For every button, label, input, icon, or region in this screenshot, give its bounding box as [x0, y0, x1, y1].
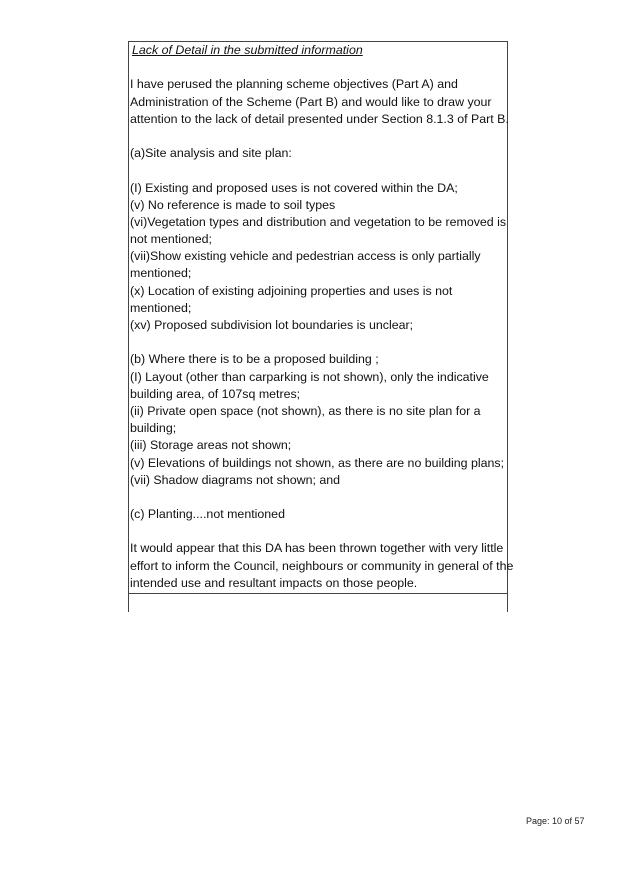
conclusion-line: It would appear that this DA has been thrown together with very little — [130, 541, 504, 556]
submission-table-next-cell — [128, 594, 508, 612]
section-b-item: (v) Elevations of buildings not shown, as there are no building plans; — [130, 455, 505, 470]
page-number: Page: 10 of 57 — [526, 816, 585, 826]
section-heading: Lack of Detail in the submitted information — [132, 43, 363, 57]
conclusion-line: intended use and resultant impacts on those people. — [130, 575, 418, 590]
intro-line: I have perused the planning scheme objectives (Part A) and — [130, 77, 458, 92]
section-a-item: mentioned; — [130, 300, 192, 315]
spacer — [130, 59, 508, 76]
intro-line: Administration of the Scheme (Part B) and would like to draw your — [130, 94, 492, 109]
intro-line: attention to the lack of detail presented under Section 8.1.3 of Part B. — [130, 111, 509, 126]
section-a-item: mentioned; — [130, 266, 192, 281]
section-b-title: (b) Where there is to be a proposed building ; — [130, 352, 379, 367]
section-b-item: (iii) Storage areas not shown; — [130, 438, 292, 453]
section-a-title: (a)Site analysis and site plan: — [130, 146, 292, 161]
section-a-item: (v) No reference is made to soil types — [130, 197, 336, 212]
section-b-item: building area, of 107sq metres; — [130, 386, 301, 401]
section-b-item: (vii) Shadow diagrams not shown; and — [130, 472, 341, 487]
conclusion-line: effort to inform the Council, neighbours or community in general of the — [130, 558, 514, 573]
spacer — [130, 334, 508, 351]
spacer — [130, 162, 508, 179]
section-c-title: (c) Planting....not mentioned — [130, 507, 285, 522]
section-a-item: (vi)Vegetation types and distribution and vegetation to be removed is — [130, 214, 507, 229]
spacer — [130, 523, 508, 540]
section-a-item: not mentioned; — [130, 232, 212, 247]
section-b-item: (I) Layout (other than carparking is not shown), only the indicative — [130, 369, 489, 384]
section-b-item: (ii) Private open space (not shown), as there is no site plan for a — [130, 403, 481, 418]
section-a-item: (x) Location of existing adjoining properties and uses is not — [130, 283, 453, 298]
section-b-item: building; — [130, 421, 177, 436]
section-a-item: (vii)Show existing vehicle and pedestrian access is only partially — [130, 249, 481, 264]
spacer — [130, 128, 508, 145]
spacer — [130, 489, 508, 506]
section-a-item: (I) Existing and proposed uses is not covered within the DA; — [130, 180, 458, 195]
submission-text — [130, 42, 514, 592]
section-a-item: (xv) Proposed subdivision lot boundaries is unclear; — [130, 318, 414, 332]
